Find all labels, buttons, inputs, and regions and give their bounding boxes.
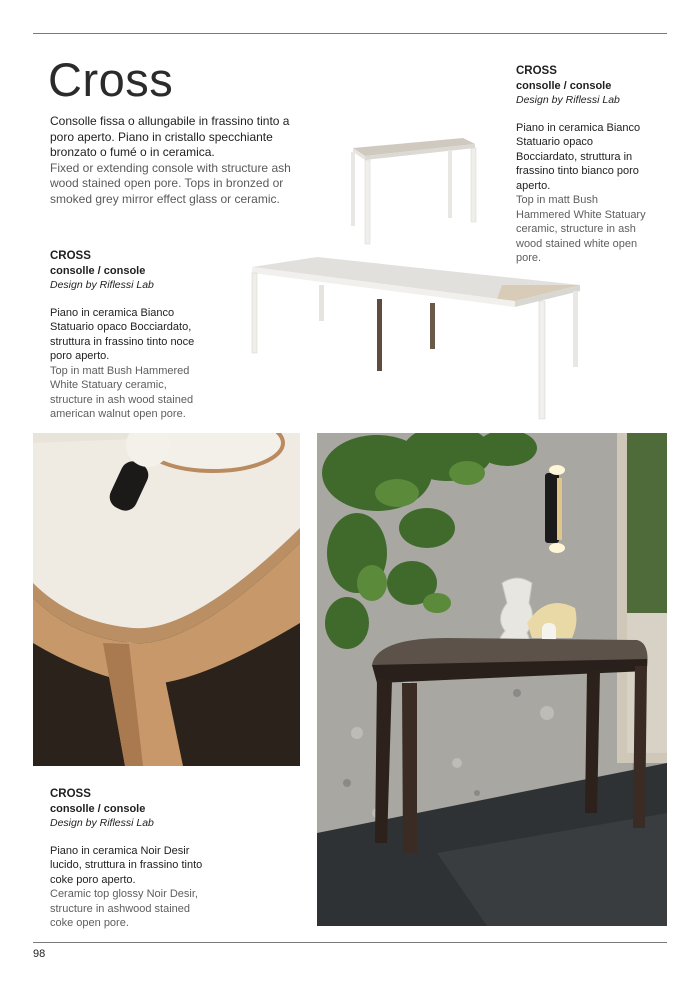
- description-block-white: [516, 64, 651, 266]
- description-italian: Piano in ceramica Bianco Statuario opaco Bocciardato, struttura in frassino tinto bianco poro aperto.: [516, 121, 641, 192]
- designer-credit: Design by Riflessi Lab: [516, 94, 620, 106]
- page-number: 98: [33, 948, 46, 960]
- dark-console-room-photo: [317, 433, 667, 926]
- bottom-rule: [33, 942, 667, 943]
- product-name: CROSS: [50, 788, 91, 800]
- table-corner-detail-photo: [33, 433, 300, 766]
- product-type: consolle / console: [50, 264, 146, 277]
- description-block-coke: [50, 787, 210, 931]
- intro-italian: Consolle fissa o allungabile in frassino tinto a poro aperto. Piano in cristallo specchiante bronzato o fumé o in ceramica.: [50, 114, 290, 159]
- console-extended-image: [247, 255, 582, 420]
- description-italian: Piano in ceramica Noir Desir lucido, struttura in frassino tinto coke poro aperto.: [50, 844, 203, 886]
- description-english: Top in matt Bush Hammered White Statuary ceramic, structure in ash wood stained american walnut open pore.: [50, 364, 194, 420]
- product-name: CROSS: [516, 65, 557, 77]
- page-title: Cross: [48, 53, 174, 106]
- designer-credit: Design by Riflessi Lab: [50, 279, 154, 291]
- description-english: Ceramic top glossy Noir Desir, structure in ashwood stained coke open pore.: [50, 888, 198, 929]
- product-name: CROSS: [50, 250, 91, 262]
- description-italian: Piano in ceramica Bianco Statuario opaco Bocciardato, struttura in frassino tinto noce poro aperto.: [50, 306, 195, 362]
- description-english: Top in matt Bush Hammered White Statuary ceramic, structure in ash wood stained white open pore.: [516, 194, 646, 264]
- product-type: consolle / console: [50, 802, 146, 815]
- designer-credit: Design by Riflessi Lab: [50, 817, 154, 829]
- intro-english: Fixed or extending console with structure ash wood stained open pore. Tops in bronzed or smoked grey mirror effect glass or ceramic.: [50, 160, 291, 206]
- description-block-walnut: [50, 249, 210, 422]
- console-closed-white-image: [345, 134, 480, 246]
- intro-text: [50, 114, 300, 207]
- product-type: consolle / console: [516, 79, 612, 92]
- top-rule: [33, 33, 667, 34]
